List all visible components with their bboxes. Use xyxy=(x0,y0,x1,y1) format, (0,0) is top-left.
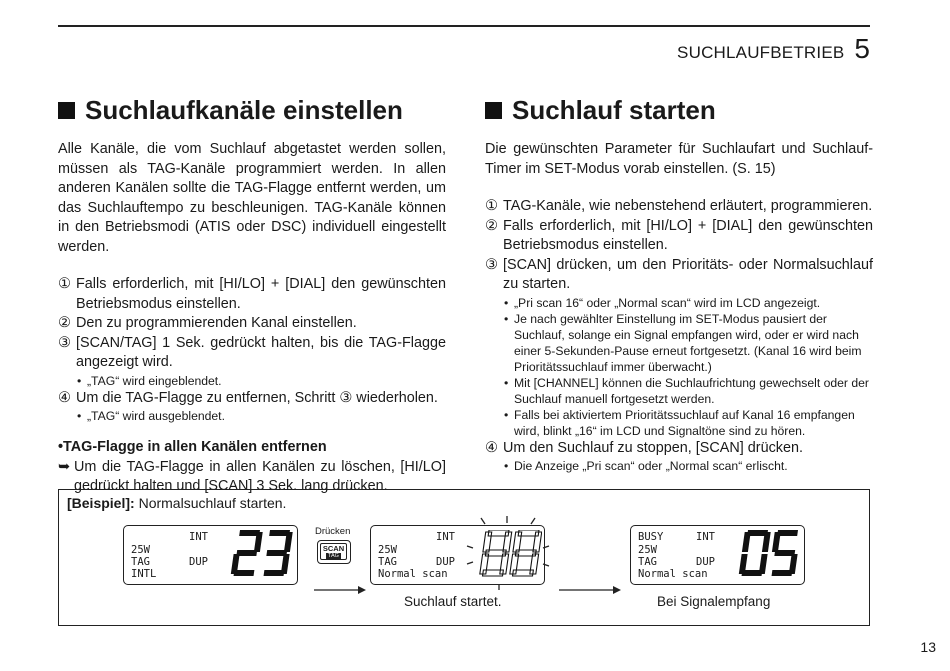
right-step-4-note: • Die Anzeige „Pri scan“ oder „Normal scan“ erlischt. xyxy=(504,459,788,473)
lcd-int-indicator: INT xyxy=(189,531,208,543)
left-step-2: ② Den zu programmierenden Kanal einstellen. xyxy=(58,315,357,331)
square-bullet-icon xyxy=(485,102,502,119)
lcd-tag-indicator: TAG xyxy=(131,556,150,568)
page-header xyxy=(677,33,870,65)
tag-clear-instruction: ➥ Um die TAG-Flagge in allen Kanälen zu löschen, [HI/LO] gedrückt halten und [SCAN] 3 Sek. lang drücken. xyxy=(58,458,446,497)
lcd-mode-indicator: Normal scan xyxy=(378,568,448,580)
lcd-display-signal xyxy=(630,525,805,585)
lcd-int-indicator: INT xyxy=(696,531,715,543)
right-column xyxy=(485,95,873,474)
lcd-power-indicator: 25W xyxy=(638,544,657,556)
lcd-busy-indicator: BUSY xyxy=(638,531,664,543)
left-column xyxy=(58,95,446,497)
example-box xyxy=(58,489,870,626)
right-step-3: ③ [SCAN] drücken, um den Prioritäts- oder Normalsuchlauf zu starten. xyxy=(485,256,873,292)
lcd-mode-indicator: Normal scan xyxy=(638,568,708,580)
left-step-3-note: • „TAG“ wird eingeblendet. xyxy=(77,373,222,388)
lcd-int-indicator: INT xyxy=(436,531,455,543)
left-step-4-note: • „TAG“ wird ausgeblendet. xyxy=(77,409,225,423)
lcd-power-indicator: 25W xyxy=(378,544,397,556)
lcd-tag-indicator: TAG xyxy=(638,556,657,568)
lcd-digit-segment xyxy=(281,554,290,574)
right-step-4: ④ Um den Suchlauf zu stoppen, [SCAN] drücken. xyxy=(485,439,803,456)
lcd-mode-indicator: INTL xyxy=(131,568,157,580)
tag-key-label: TAG xyxy=(326,553,341,559)
right-intro: Die gewünschten Parameter für Suchlaufart und Suchlauf-Timer im SET-Modus vorab einstellen. (S. 15) xyxy=(485,141,873,177)
lcd-dup-indicator: DUP xyxy=(436,556,455,568)
right-step-2: ② Falls erforderlich, mit [HI/LO] + [DIAL] den gewünschten Betriebsmodus einstellen. xyxy=(485,217,873,253)
right-step-3-note-2: • Je nach gewählter Einstellung im SET-Modus pausiert der Suchlauf, solange ein Signal empfangen wird, oder er wird nach einer 5-Sekunden-Pause erneut fortgesetzt. (Kanal 16 wird beim Prioritätssuchlauf immer überwacht.) xyxy=(504,311,862,374)
lcd-digit-segment xyxy=(742,532,751,552)
caption-scan-start: Suchlauf startet. xyxy=(404,594,502,609)
lcd-channel-digits xyxy=(735,530,801,580)
tag-clear-heading: •TAG-Flagge in allen Kanälen entfernen xyxy=(58,439,327,455)
left-intro: Alle Kanäle, die vom Suchlauf abgetastet werden sollen, müssen als TAG-Kanäle programmiert werden. In allen anderen Kanälen sollte die TAG-Flagge entfernt werden, um das Suchlauftempo zu beschleunigen. TAG-Kanäle können in den Betriebsmodi (ATIS oder DSC) individuell eingestellt werden. xyxy=(58,141,446,255)
left-step-1: ① Falls erforderlich, mit [HI/LO] + [DIAL] den gewünschten Betriebsmodus einstellen. xyxy=(58,276,446,312)
example-title: [Beispiel]: Normalsuchlauf starten. xyxy=(67,495,287,511)
lcd-dup-indicator: DUP xyxy=(696,556,715,568)
left-section-title: Suchlaufkanäle einstellen xyxy=(58,95,446,126)
left-step-3: ③ [SCAN/TAG] 1 Sek. gedrückt halten, bis die TAG-Flagge angezeigt wird. xyxy=(58,334,446,370)
lcd-digit-segment xyxy=(759,554,768,574)
square-bullet-icon xyxy=(58,102,75,119)
caption-signal-received: Bei Signalempfang xyxy=(657,594,771,609)
arrow-right-icon: ➥ xyxy=(58,458,71,475)
scan-key-label: SCAN xyxy=(322,544,345,553)
right-step-3-note-3: • Mit [CHANNEL] können die Suchlaufrichtung gewechselt oder der Suchlauf manuell fortgesetzt werden. xyxy=(504,375,869,406)
lcd-display-initial xyxy=(123,525,298,585)
press-label: Drücken xyxy=(315,526,351,537)
arrow-right-icon xyxy=(314,585,366,595)
right-step-1: ① TAG-Kanäle, wie nebenstehend erläutert, programmieren. xyxy=(485,198,873,214)
lcd-digit-segment xyxy=(772,532,781,552)
right-step-3-note-4: • Falls bei aktiviertem Prioritätssuchlauf auf Kanal 16 empfangen wird, blinkt „16“ im LCD und Signaltöne sind zu hören. xyxy=(504,407,855,438)
scan-tag-key[interactable] xyxy=(317,540,351,564)
lcd-power-indicator: 25W xyxy=(131,544,150,556)
blink-rays-icon xyxy=(463,516,559,592)
header-rule xyxy=(58,25,870,27)
right-section-title: Suchlauf starten xyxy=(485,95,873,126)
arrow-right-icon xyxy=(559,585,621,595)
page-number: 13 xyxy=(920,639,936,655)
lcd-dup-indicator: DUP xyxy=(189,556,208,568)
lcd-tag-indicator: TAG xyxy=(378,556,397,568)
lcd-channel-digits xyxy=(227,530,293,580)
lcd-digit-segment xyxy=(789,554,798,574)
right-step-3-note-1: • „Pri scan 16“ oder „Normal scan“ wird im LCD angezeigt. xyxy=(504,295,821,310)
chapter-title: SUCHLAUFBETRIEB xyxy=(677,43,845,62)
left-step-4: ④ Um die TAG-Flagge zu entfernen, Schritt ③ wiederholen. xyxy=(58,389,438,406)
chapter-number: 5 xyxy=(854,33,870,64)
